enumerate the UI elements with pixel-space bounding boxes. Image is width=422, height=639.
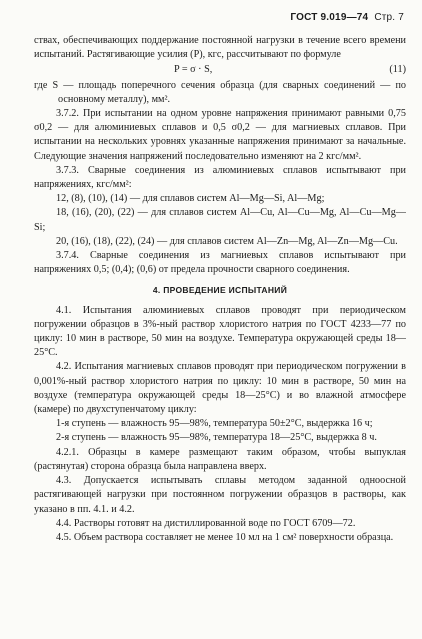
clause-4-2: 4.2. Испытания магниевых сплавов проводят при периодическом погружении в 0,001%-ный раствор хлористого натрия по циклу: 10 мин в растворе, 50 мин на воздухе (температура окружающей среды 18—25°C) и во влажной атмосфере (камере) по двухступенчатому циклу: [34,361,406,416]
page-header [290,12,404,23]
clause-4-3: 4.3. Допускается испытывать сплавы методом заданной однoосной растягивающей нагрузки при постоянном погружении образцов в растворы, как указано в пп. 4.1. и 4.2. [34,475,406,515]
formula: P = σ · S, [174,64,213,76]
clause-3-7-2: 3.7.2. При испытании на одном уровне напряжения принимают равными 0,75 σ0,2 — для алюминиевых сплавов и 0,5 σ0,2 — для магниевых сплавов. При испытании на нескольких уровнях указанные напряжения принимают за начальные. Следующие значения напряжений последовательно изменяют на 2 кгс/мм². [34,108,406,162]
stress-list-item: 20, (16), (18), (22), (24) — для сплавов систем Al—Zn—Mg, Al—Zn—Mg—Cu. [56,235,398,247]
cycle-stage-1: 1-я ступень — влажность 95—98%, температура 50±2°C, выдержка 16 ч; [56,418,373,430]
section-heading: 4. ПРОВЕДЕНИЕ ИСПЫТАНИЙ [152,285,288,296]
stress-list-item: 18, (16), (20), (22) — для сплавов систем Al—Cu, Al—Cu—Mg, Al—Cu—Mg—Si; [34,207,406,233]
formula-number: (11) [389,64,406,76]
clause-4-2-1: 4.2.1. Образцы в камере размещают таким образом, чтобы выпуклая (растянутая) сторона образца была направлена вверх. [34,446,406,472]
clause-4-4: 4.4. Растворы готовят на дистиллированной воде по ГОСТ 6709—72. [56,517,356,529]
stress-list-item: 12, (8), (10), (14) — для сплавов систем Al—Mg—Si, Al—Mg; [56,193,325,205]
clause-3-7-3: 3.7.3. Сварные соединения из алюминиевых сплавов испытывают при напряжениях, кгс/мм²: [34,164,406,191]
formula-legend: где S — площадь поперечного сечения образца (для сварных соединений — по основному металлу), мм². [34,79,406,105]
paragraph: ствах, обеспечивающих поддержание постоянной нагрузки в течение всего времени испытаний. Растягивающие усилия (P), кгс, рассчитывают по формуле [34,35,406,61]
clause-3-7-4: 3.7.4. Сварные соединения из магниевых сплавов испытывают при напряжениях 0,5; (0,4); (0,6) от предела прочности сварного соединения. [34,250,406,276]
standard-code: ГОСТ 9.019—74 [290,12,369,23]
page-number: Стр. 7 [374,12,404,23]
formula-line [34,63,406,77]
clause-4-5: 4.5. Объем раствора составляет не менее 10 мл на 1 см² поверхности образца. [56,531,394,543]
clause-4-1: 4.1. Испытания алюминиевых сплавов проводят при периодическом погружении образцов в 3%-ный раствор хлористого натрия по ГОСТ 4233—77 по циклу: 10 мин в растворе, 50 мин на воздухе. Температура окружающей среды 18—25°C. [34,304,406,359]
cycle-stage-2: 2-я ступень — влажность 95—98%, температура 18—25°C, выдержка 8 ч. [56,432,377,444]
document-body [34,34,406,545]
